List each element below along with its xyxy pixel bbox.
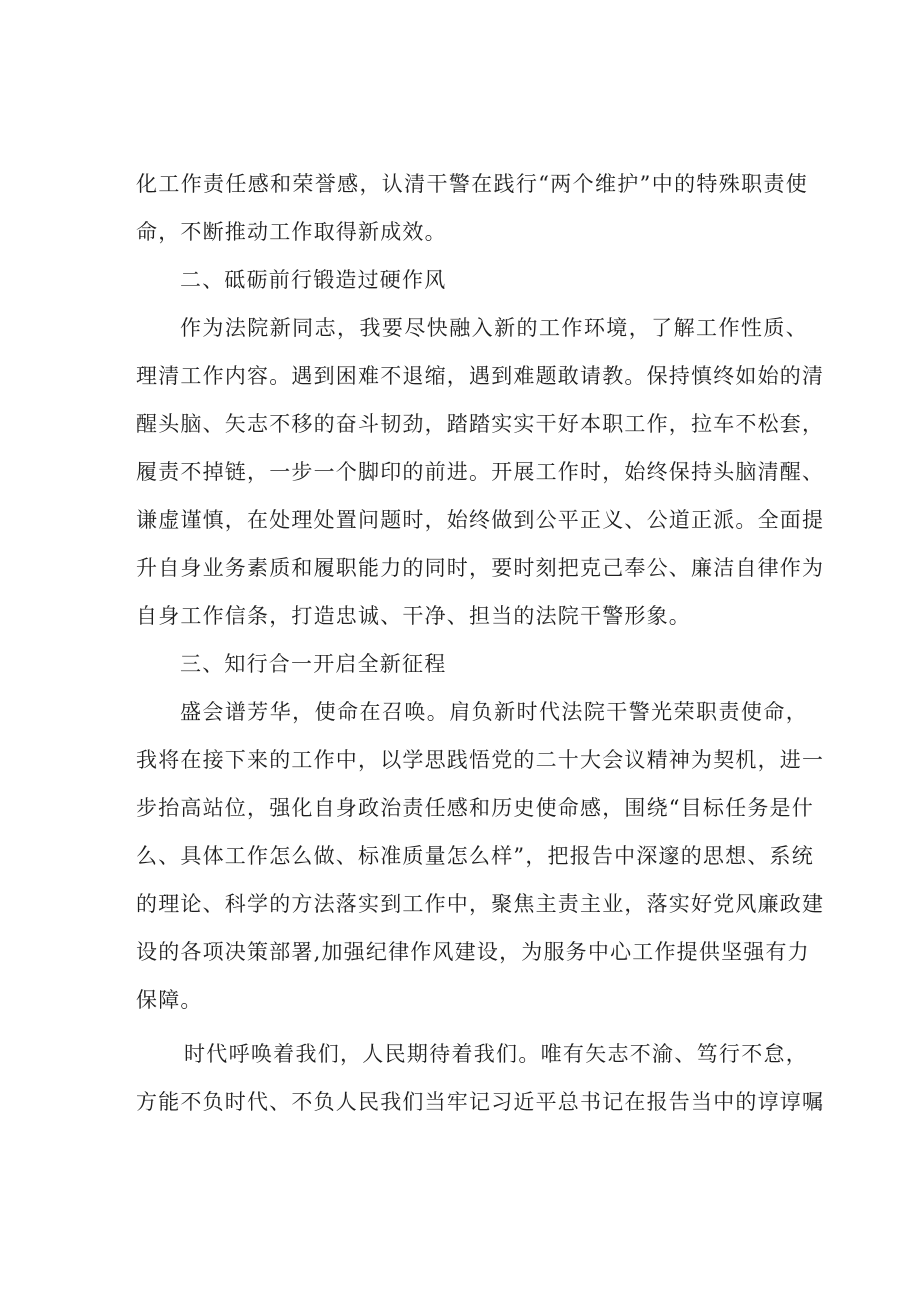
text-line: 醒头脑、矢志不移的奋斗韧劲，踏踏实实干好本职工作，拉车不松套， <box>136 412 825 436</box>
text-line: 设的各项决策部署,加强纪律作风建设，为服务中心工作提供坚强有力 <box>136 940 810 964</box>
text-line: 升自身业务素质和履职能力的同时，要时刻把克己奉公、廉洁自律作为 <box>136 556 825 580</box>
text-line: 谦虚谨慎，在处理处置问题时，始终做到公平正义、公道正派。全面提 <box>136 508 825 532</box>
text-line: 命，不断推动工作取得新成效。 <box>136 220 447 244</box>
text-line: 作为法院新同志，我要尽快融入新的工作环境，了解工作性质、 <box>180 316 808 340</box>
text-line: 自身工作信条，打造忠诚、干净、担当的法院干警形象。 <box>136 604 691 628</box>
section-heading-3: 三、知行合一开启全新征程 <box>180 652 447 676</box>
paragraph-section-3 <box>136 688 825 1024</box>
text-line: 么、具体工作怎么做、标准质量怎么样”，把报告中深邃的思想、系统 <box>136 844 814 868</box>
text-line: 理清工作内容。遇到困难不退缩，遇到难题敢请教。保持慎终如始的清 <box>136 364 825 388</box>
text-line: 的理论、科学的方法落实到工作中，聚焦主责主业，落实好党风廉政建 <box>136 892 825 916</box>
paragraph-continuation <box>136 160 808 256</box>
text-line: 我将在接下来的工作中，以学思践悟党的二十大会议精神为契机，进一 <box>136 748 825 772</box>
document-body <box>136 160 825 1126</box>
text-line: 化工作责任感和荣誉感，认清干警在践行“两个维护”中的特殊职责使 <box>136 172 808 196</box>
text-line: 时代呼唤着我们，人民期待着我们。唯有矢志不渝、笃行不怠， <box>184 1042 808 1066</box>
paragraph-closing <box>136 1030 825 1126</box>
text-line: 履责不掉链，一步一个脚印的前进。开展工作时，始终保持头脑清醒、 <box>136 460 825 484</box>
text-line: 步抬高站位，强化自身政治责任感和历史使命感，围绕“目标任务是什 <box>136 796 814 820</box>
text-line: 保障。 <box>136 988 203 1012</box>
paragraph-section-2 <box>136 304 825 640</box>
section-heading-2: 二、砥砺前行锻造过硬作风 <box>180 268 447 292</box>
text-line: 方能不负时代、不负人民我们当牢记习近平总书记在报告当中的谆谆嘱 <box>136 1090 825 1114</box>
text-line: 盛会谱芳华，使命在召唤。肩负新时代法院干警光荣职责使命， <box>180 700 808 724</box>
